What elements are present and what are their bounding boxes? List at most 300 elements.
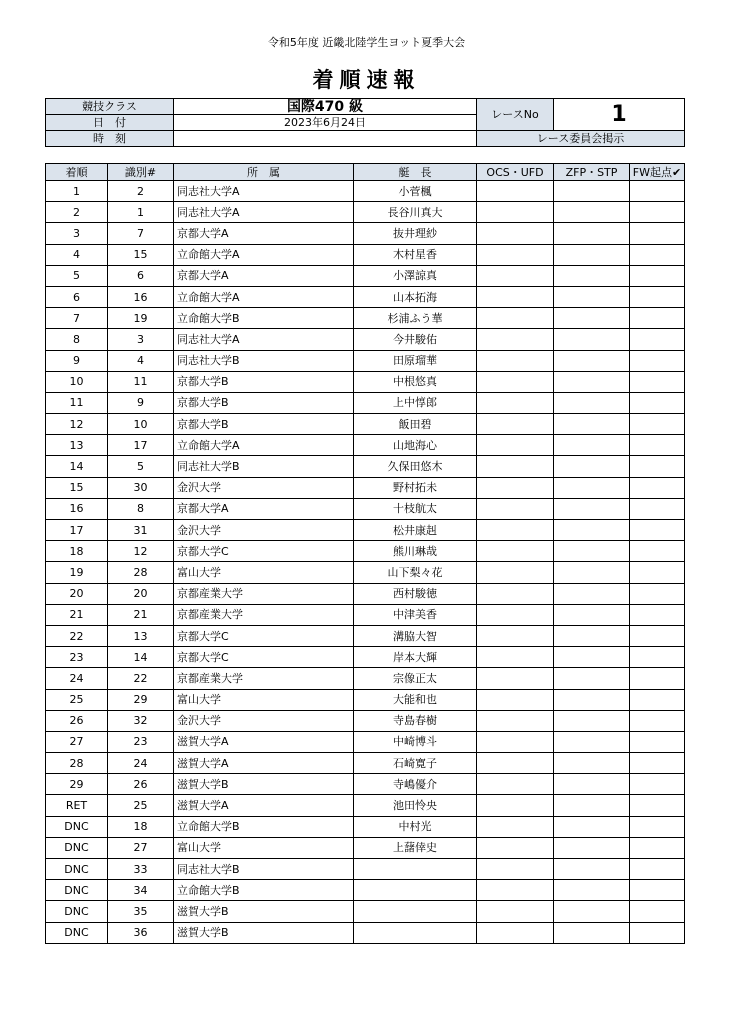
zfp-stp-cell	[554, 414, 630, 435]
place-cell: 22	[46, 625, 108, 646]
id-cell: 30	[108, 477, 174, 498]
table-row	[46, 880, 685, 901]
col-id: 識別#	[108, 164, 174, 181]
skipper-cell	[354, 859, 477, 880]
affiliation-cell: 同志社大学B	[174, 456, 354, 477]
place-cell: DNC	[46, 859, 108, 880]
table-row	[46, 414, 685, 435]
place-cell: 5	[46, 265, 108, 286]
id-cell: 14	[108, 647, 174, 668]
id-cell: 3	[108, 329, 174, 350]
id-cell: 25	[108, 795, 174, 816]
ocs-ufd-cell	[477, 435, 554, 456]
affiliation-cell: 京都産業大学	[174, 604, 354, 625]
place-cell: 28	[46, 753, 108, 774]
ocs-ufd-cell	[477, 647, 554, 668]
fw-start-cell	[630, 837, 685, 858]
table-row	[46, 837, 685, 858]
fw-start-cell	[630, 795, 685, 816]
place-cell: 7	[46, 308, 108, 329]
skipper-cell: 小菅楓	[354, 181, 477, 202]
place-cell: 9	[46, 350, 108, 371]
skipper-cell: 熊川琳哉	[354, 541, 477, 562]
skipper-cell: 杉浦ふう華	[354, 308, 477, 329]
table-row	[46, 223, 685, 244]
table-row	[46, 392, 685, 413]
place-cell: 12	[46, 414, 108, 435]
zfp-stp-cell	[554, 308, 630, 329]
fw-start-cell	[630, 308, 685, 329]
skipper-cell: 飯田碧	[354, 414, 477, 435]
id-cell: 4	[108, 350, 174, 371]
ocs-ufd-cell	[477, 880, 554, 901]
fw-start-cell	[630, 901, 685, 922]
fw-start-cell	[630, 350, 685, 371]
affiliation-cell: 富山大学	[174, 562, 354, 583]
skipper-cell: 石崎寛子	[354, 753, 477, 774]
ocs-ufd-cell	[477, 392, 554, 413]
ocs-ufd-cell	[477, 922, 554, 943]
fw-start-cell	[630, 583, 685, 604]
fw-start-cell	[630, 202, 685, 223]
affiliation-cell: 同志社大学B	[174, 350, 354, 371]
affiliation-cell: 立命館大学A	[174, 435, 354, 456]
ocs-ufd-cell	[477, 265, 554, 286]
id-cell: 13	[108, 625, 174, 646]
ocs-ufd-cell	[477, 731, 554, 752]
fw-start-cell	[630, 520, 685, 541]
id-cell: 26	[108, 774, 174, 795]
fw-start-cell	[630, 859, 685, 880]
zfp-stp-cell	[554, 350, 630, 371]
fw-start-cell	[630, 223, 685, 244]
id-cell: 32	[108, 710, 174, 731]
fw-start-cell	[630, 604, 685, 625]
table-row	[46, 456, 685, 477]
table-row	[46, 435, 685, 456]
event-subtitle: 令和5年度 近畿北陸学生ヨット夏季大会	[267, 36, 466, 49]
ocs-ufd-cell	[477, 223, 554, 244]
affiliation-cell: 富山大学	[174, 837, 354, 858]
zfp-stp-cell	[554, 562, 630, 583]
table-row	[46, 795, 685, 816]
skipper-cell: 溝脇大智	[354, 625, 477, 646]
fw-start-cell	[630, 562, 685, 583]
fw-start-cell	[630, 414, 685, 435]
affiliation-cell: 滋賀大学A	[174, 795, 354, 816]
race-info-table	[45, 98, 685, 147]
table-row	[46, 244, 685, 265]
id-cell: 7	[108, 223, 174, 244]
ocs-ufd-cell	[477, 795, 554, 816]
fw-start-cell	[630, 498, 685, 519]
place-cell: RET	[46, 795, 108, 816]
id-cell: 1	[108, 202, 174, 223]
place-cell: 17	[46, 520, 108, 541]
zfp-stp-cell	[554, 795, 630, 816]
race-no-value: 1	[554, 99, 685, 131]
place-cell: 3	[46, 223, 108, 244]
results-table	[45, 163, 685, 944]
affiliation-cell: 滋賀大学A	[174, 731, 354, 752]
affiliation-cell: 同志社大学A	[174, 181, 354, 202]
table-row	[46, 647, 685, 668]
zfp-stp-cell	[554, 731, 630, 752]
zfp-stp-cell	[554, 689, 630, 710]
id-cell: 9	[108, 392, 174, 413]
id-cell: 21	[108, 604, 174, 625]
fw-start-cell	[630, 710, 685, 731]
table-row	[46, 753, 685, 774]
id-cell: 19	[108, 308, 174, 329]
table-row	[46, 710, 685, 731]
place-cell: DNC	[46, 901, 108, 922]
column-header-row	[46, 164, 685, 181]
place-cell: 6	[46, 286, 108, 307]
fw-start-cell	[630, 541, 685, 562]
place-cell: 26	[46, 710, 108, 731]
table-row	[46, 731, 685, 752]
affiliation-cell: 同志社大学A	[174, 329, 354, 350]
fw-start-cell	[630, 753, 685, 774]
affiliation-cell: 滋賀大学B	[174, 922, 354, 943]
ocs-ufd-cell	[477, 244, 554, 265]
affiliation-cell: 同志社大学B	[174, 859, 354, 880]
table-row	[46, 286, 685, 307]
ocs-ufd-cell	[477, 308, 554, 329]
table-row	[46, 520, 685, 541]
ocs-ufd-cell	[477, 774, 554, 795]
time-value	[174, 131, 477, 147]
place-cell: 18	[46, 541, 108, 562]
skipper-cell: 田原瑠華	[354, 350, 477, 371]
ocs-ufd-cell	[477, 371, 554, 392]
zfp-stp-cell	[554, 837, 630, 858]
fw-start-cell	[630, 668, 685, 689]
skipper-cell	[354, 901, 477, 922]
id-cell: 16	[108, 286, 174, 307]
id-cell: 5	[108, 456, 174, 477]
affiliation-cell: 立命館大学A	[174, 244, 354, 265]
affiliation-cell: 滋賀大学A	[174, 753, 354, 774]
table-row	[46, 816, 685, 837]
table-row	[46, 202, 685, 223]
ocs-ufd-cell	[477, 414, 554, 435]
place-cell: 27	[46, 731, 108, 752]
fw-start-cell	[630, 647, 685, 668]
ocs-ufd-cell	[477, 901, 554, 922]
table-row	[46, 498, 685, 519]
col-ocs-ufd: OCS・UFD	[477, 164, 554, 181]
zfp-stp-cell	[554, 668, 630, 689]
skipper-cell: 上藷倖史	[354, 837, 477, 858]
class-value: 国際470 級	[174, 99, 477, 115]
table-row	[46, 371, 685, 392]
zfp-stp-cell	[554, 223, 630, 244]
ocs-ufd-cell	[477, 202, 554, 223]
place-cell: 25	[46, 689, 108, 710]
skipper-cell: 池田怜央	[354, 795, 477, 816]
id-cell: 18	[108, 816, 174, 837]
fw-start-cell	[630, 625, 685, 646]
place-cell: 29	[46, 774, 108, 795]
ocs-ufd-cell	[477, 562, 554, 583]
skipper-cell: 中津美香	[354, 604, 477, 625]
fw-start-cell	[630, 456, 685, 477]
ocs-ufd-cell	[477, 859, 554, 880]
zfp-stp-cell	[554, 880, 630, 901]
class-label: 競技クラス	[46, 99, 174, 115]
zfp-stp-cell	[554, 265, 630, 286]
affiliation-cell: 京都大学A	[174, 265, 354, 286]
id-cell: 24	[108, 753, 174, 774]
page-title: 着順速報	[312, 68, 421, 92]
zfp-stp-cell	[554, 286, 630, 307]
zfp-stp-cell	[554, 901, 630, 922]
skipper-cell: 中村光	[354, 816, 477, 837]
skipper-cell: 長谷川真大	[354, 202, 477, 223]
affiliation-cell: 立命館大学B	[174, 880, 354, 901]
zfp-stp-cell	[554, 922, 630, 943]
ocs-ufd-cell	[477, 456, 554, 477]
id-cell: 2	[108, 181, 174, 202]
zfp-stp-cell	[554, 371, 630, 392]
ocs-ufd-cell	[477, 350, 554, 371]
place-cell: 11	[46, 392, 108, 413]
affiliation-cell: 立命館大学B	[174, 308, 354, 329]
id-cell: 23	[108, 731, 174, 752]
zfp-stp-cell	[554, 604, 630, 625]
id-cell: 31	[108, 520, 174, 541]
fw-start-cell	[630, 880, 685, 901]
table-row	[46, 604, 685, 625]
affiliation-cell: 京都産業大学	[174, 583, 354, 604]
affiliation-cell: 京都産業大学	[174, 668, 354, 689]
id-cell: 15	[108, 244, 174, 265]
affiliation-cell: 滋賀大学B	[174, 774, 354, 795]
place-cell: 16	[46, 498, 108, 519]
fw-start-cell	[630, 244, 685, 265]
id-cell: 34	[108, 880, 174, 901]
id-cell: 29	[108, 689, 174, 710]
zfp-stp-cell	[554, 859, 630, 880]
skipper-cell: 山地海心	[354, 435, 477, 456]
affiliation-cell: 京都大学C	[174, 647, 354, 668]
place-cell: 19	[46, 562, 108, 583]
fw-start-cell	[630, 265, 685, 286]
skipper-cell: 山本拓海	[354, 286, 477, 307]
affiliation-cell: 京都大学C	[174, 625, 354, 646]
zfp-stp-cell	[554, 498, 630, 519]
id-cell: 6	[108, 265, 174, 286]
place-cell: 24	[46, 668, 108, 689]
ocs-ufd-cell	[477, 753, 554, 774]
id-cell: 33	[108, 859, 174, 880]
id-cell: 8	[108, 498, 174, 519]
zfp-stp-cell	[554, 774, 630, 795]
zfp-stp-cell	[554, 202, 630, 223]
affiliation-cell: 金沢大学	[174, 477, 354, 498]
place-cell: 15	[46, 477, 108, 498]
fw-start-cell	[630, 435, 685, 456]
fw-start-cell	[630, 329, 685, 350]
ocs-ufd-cell	[477, 520, 554, 541]
zfp-stp-cell	[554, 181, 630, 202]
id-cell: 11	[108, 371, 174, 392]
place-cell: 13	[46, 435, 108, 456]
skipper-cell: 大能和也	[354, 689, 477, 710]
place-cell: DNC	[46, 922, 108, 943]
skipper-cell: 十枝航太	[354, 498, 477, 519]
zfp-stp-cell	[554, 816, 630, 837]
place-cell: DNC	[46, 880, 108, 901]
col-fw-start: FW起点✔	[630, 164, 685, 181]
skipper-cell: 山下梨々花	[354, 562, 477, 583]
skipper-cell: 小澤諒真	[354, 265, 477, 286]
skipper-cell: 木村星香	[354, 244, 477, 265]
ocs-ufd-cell	[477, 689, 554, 710]
place-cell: 23	[46, 647, 108, 668]
fw-start-cell	[630, 286, 685, 307]
zfp-stp-cell	[554, 477, 630, 498]
skipper-cell	[354, 922, 477, 943]
id-cell: 10	[108, 414, 174, 435]
table-row	[46, 329, 685, 350]
fw-start-cell	[630, 922, 685, 943]
table-row	[46, 350, 685, 371]
zfp-stp-cell	[554, 520, 630, 541]
table-row	[46, 774, 685, 795]
ocs-ufd-cell	[477, 668, 554, 689]
zfp-stp-cell	[554, 435, 630, 456]
fw-start-cell	[630, 689, 685, 710]
table-row	[46, 625, 685, 646]
table-row	[46, 922, 685, 943]
place-cell: 1	[46, 181, 108, 202]
zfp-stp-cell	[554, 541, 630, 562]
affiliation-cell: 金沢大学	[174, 520, 354, 541]
place-cell: DNC	[46, 837, 108, 858]
affiliation-cell: 京都大学B	[174, 371, 354, 392]
fw-start-cell	[630, 816, 685, 837]
id-cell: 36	[108, 922, 174, 943]
fw-start-cell	[630, 371, 685, 392]
zfp-stp-cell	[554, 753, 630, 774]
ocs-ufd-cell	[477, 541, 554, 562]
table-row	[46, 668, 685, 689]
fw-start-cell	[630, 477, 685, 498]
id-cell: 28	[108, 562, 174, 583]
affiliation-cell: 京都大学B	[174, 414, 354, 435]
skipper-cell: 上中惇郎	[354, 392, 477, 413]
ocs-ufd-cell	[477, 477, 554, 498]
place-cell: 4	[46, 244, 108, 265]
skipper-cell: 寺嶋優介	[354, 774, 477, 795]
id-cell: 35	[108, 901, 174, 922]
zfp-stp-cell	[554, 244, 630, 265]
affiliation-cell: 同志社大学A	[174, 202, 354, 223]
skipper-cell: 寺島春樹	[354, 710, 477, 731]
place-cell: 8	[46, 329, 108, 350]
place-cell: 2	[46, 202, 108, 223]
place-cell: 10	[46, 371, 108, 392]
table-row	[46, 583, 685, 604]
ocs-ufd-cell	[477, 181, 554, 202]
zfp-stp-cell	[554, 392, 630, 413]
skipper-cell: 抜井理紗	[354, 223, 477, 244]
table-row	[46, 541, 685, 562]
fw-start-cell	[630, 181, 685, 202]
race-no-label: レースNo	[477, 99, 554, 131]
affiliation-cell: 立命館大学B	[174, 816, 354, 837]
ocs-ufd-cell	[477, 286, 554, 307]
date-value: 2023年6月24日	[174, 115, 477, 131]
skipper-cell	[354, 880, 477, 901]
date-label: 日 付	[46, 115, 174, 131]
place-cell: 20	[46, 583, 108, 604]
zfp-stp-cell	[554, 583, 630, 604]
affiliation-cell: 京都大学A	[174, 223, 354, 244]
place-cell: 21	[46, 604, 108, 625]
table-row	[46, 181, 685, 202]
table-row	[46, 308, 685, 329]
affiliation-cell: 金沢大学	[174, 710, 354, 731]
place-cell: 14	[46, 456, 108, 477]
zfp-stp-cell	[554, 710, 630, 731]
skipper-cell: 中根悠真	[354, 371, 477, 392]
table-row	[46, 859, 685, 880]
zfp-stp-cell	[554, 329, 630, 350]
id-cell: 12	[108, 541, 174, 562]
time-label: 時 刻	[46, 131, 174, 147]
affiliation-cell: 京都大学A	[174, 498, 354, 519]
zfp-stp-cell	[554, 456, 630, 477]
ocs-ufd-cell	[477, 583, 554, 604]
affiliation-cell: 京都大学C	[174, 541, 354, 562]
skipper-cell: 西村駿徳	[354, 583, 477, 604]
col-affiliation: 所 属	[174, 164, 354, 181]
committee-label: レース委員会掲示	[477, 131, 685, 147]
affiliation-cell: 富山大学	[174, 689, 354, 710]
skipper-cell: 野村拓未	[354, 477, 477, 498]
fw-start-cell	[630, 774, 685, 795]
table-row	[46, 562, 685, 583]
zfp-stp-cell	[554, 625, 630, 646]
skipper-cell: 久保田悠木	[354, 456, 477, 477]
skipper-cell: 岸本大輝	[354, 647, 477, 668]
affiliation-cell: 京都大学B	[174, 392, 354, 413]
affiliation-cell: 滋賀大学B	[174, 901, 354, 922]
ocs-ufd-cell	[477, 816, 554, 837]
table-row	[46, 901, 685, 922]
skipper-cell: 松井康赳	[354, 520, 477, 541]
table-row	[46, 477, 685, 498]
table-row	[46, 265, 685, 286]
id-cell: 27	[108, 837, 174, 858]
ocs-ufd-cell	[477, 498, 554, 519]
id-cell: 22	[108, 668, 174, 689]
col-skipper: 艇 長	[354, 164, 477, 181]
affiliation-cell: 立命館大学A	[174, 286, 354, 307]
skipper-cell: 宗像正太	[354, 668, 477, 689]
ocs-ufd-cell	[477, 604, 554, 625]
col-zfp-stp: ZFP・STP	[554, 164, 630, 181]
fw-start-cell	[630, 392, 685, 413]
skipper-cell: 中崎博斗	[354, 731, 477, 752]
fw-start-cell	[630, 731, 685, 752]
ocs-ufd-cell	[477, 837, 554, 858]
skipper-cell: 今井駿佑	[354, 329, 477, 350]
